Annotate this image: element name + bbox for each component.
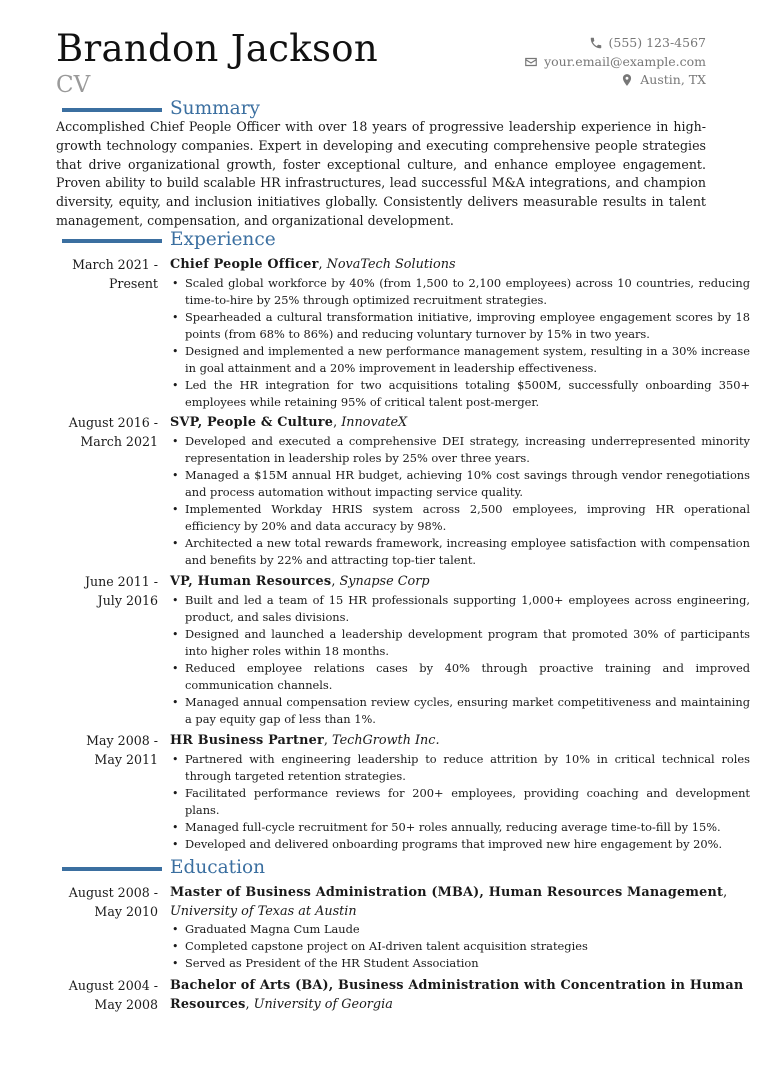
date-start: August 2004 - bbox=[68, 978, 158, 993]
entry-heading: Master of Business Administration (MBA), Human Resources Management, University of Texas at Austin bbox=[170, 885, 728, 919]
candidate-name: Brandon Jackson bbox=[56, 27, 378, 70]
contact-location bbox=[524, 71, 706, 90]
list-item: • Designed and implemented a new performance management system, resulting in a 30% increase in goal attainment and a 20% improvement in leadership effectiveness. bbox=[170, 343, 750, 377]
section-title-summary: Summary bbox=[170, 98, 260, 119]
summary-section-header bbox=[62, 98, 260, 120]
education-section-header bbox=[62, 857, 265, 879]
section-title-experience: Experience bbox=[170, 229, 276, 250]
company-name: Synapse Corp bbox=[339, 574, 430, 589]
entry-heading: VP, Human Resources, Synapse Corp bbox=[170, 574, 430, 589]
list-item: • Spearheaded a cultural transformation initiative, improving employee engagement scores by 18 points (from 68% to 86%) and reducing voluntary turnover by 15% in two years. bbox=[170, 309, 750, 343]
bullet-list bbox=[170, 433, 750, 569]
entry-heading: Chief People Officer, NovaTech Solutions bbox=[170, 257, 456, 272]
list-item: • Facilitated performance reviews for 200+ employees, providing coaching and development plans. bbox=[170, 785, 750, 819]
degree-title: Master of Business Administration (MBA), Human Resources Management bbox=[170, 885, 724, 900]
date-start: August 2016 - bbox=[68, 415, 158, 430]
company-name: TechGrowth Inc. bbox=[332, 733, 440, 748]
list-item: • Graduated Magna Cum Laude bbox=[170, 921, 750, 938]
entry-heading: SVP, People & Culture, InnovateX bbox=[170, 415, 408, 430]
contact-block bbox=[524, 34, 706, 90]
email-text: your.email@example.com bbox=[544, 53, 706, 69]
list-item: • Designed and launched a leadership development program that promoted 30% of participants into higher roles within 18 months. bbox=[170, 626, 750, 660]
job-title: VP, Human Resources bbox=[170, 574, 332, 589]
date-start: May 2008 - bbox=[86, 733, 158, 748]
list-item: • Managed a $15M annual HR budget, achieving 10% cost savings through vendor renegotiations and process automation without impacting service quality. bbox=[170, 467, 750, 501]
list-item: • Implemented Workday HRIS system across 2,500 employees, improving HR operational efficiency by 20% and data accuracy by 98%. bbox=[170, 501, 750, 535]
list-item: • Developed and delivered onboarding programs that improved new hire engagement by 20%. bbox=[170, 836, 750, 853]
list-item: • Architected a new total rewards framework, increasing employee satisfaction with compensation and benefits by 22% and attracting top-tier talent. bbox=[170, 535, 750, 569]
entry-dates bbox=[56, 732, 158, 769]
contact-email[interactable] bbox=[524, 53, 706, 72]
list-item: • Reduced employee relations cases by 40% through proactive training and improved communication channels. bbox=[170, 660, 750, 694]
entry-dates bbox=[56, 256, 158, 293]
bullet-list bbox=[170, 592, 750, 728]
entry-dates bbox=[56, 414, 158, 451]
map-pin-icon bbox=[620, 73, 634, 87]
school-name: University of Texas at Austin bbox=[170, 903, 357, 919]
date-start: June 2011 - bbox=[84, 574, 158, 589]
list-item: • Led the HR integration for two acquisitions totaling $500M, successfully onboarding 350+ employees while retaining 95% of critical talent post-merger. bbox=[170, 377, 750, 411]
list-item: • Built and led a team of 15 HR professionals supporting 1,000+ employees across engineering, product, and sales divisions. bbox=[170, 592, 750, 626]
bullet-list bbox=[170, 921, 750, 972]
phone-text: (555) 123-4567 bbox=[608, 35, 706, 50]
entry-body bbox=[170, 414, 750, 569]
job-title: SVP, People & Culture bbox=[170, 415, 334, 430]
summary-text: Accomplished Chief People Officer with over 18 years of progressive leadership experience in high-growth technology companies. Expert in developing and executing comprehensive people strategies that drive organizational growth, foster exceptional culture, and enhance employee engagement. Proven ability to build scalable HR infrastructures, lead successful M&A integrations, and champion diversity, equity, and inclusion initiatives globally. Consistently delivers measurable results in talent management, compensation, and organizational development. bbox=[56, 119, 706, 228]
entry-body bbox=[170, 732, 750, 853]
entry-heading: Bachelor of Arts (BA), Business Administration with Concentration in Human Resources, University of Georgia bbox=[170, 978, 744, 1012]
section-title-education: Education bbox=[170, 857, 266, 878]
degree-title: Bachelor of Arts (BA), Business Administration with Concentration in Human Resources bbox=[170, 978, 744, 1012]
company-name: NovaTech Solutions bbox=[326, 257, 456, 272]
entry-body bbox=[170, 977, 750, 1014]
section-rule bbox=[62, 867, 162, 871]
list-item: • Completed capstone project on AI-driven talent acquisition strategies bbox=[170, 938, 750, 955]
section-rule bbox=[62, 108, 162, 112]
list-item: • Scaled global workforce by 40% (from 1,500 to 2,100 employees) across 10 countries, reducing time-to-hire by 25% through optimized recruitment strategies. bbox=[170, 275, 750, 309]
envelope-icon bbox=[524, 55, 538, 69]
entry-body bbox=[170, 573, 750, 728]
job-title: HR Business Partner bbox=[170, 733, 324, 748]
document-subtitle: CV bbox=[56, 72, 91, 98]
phone-icon bbox=[589, 36, 603, 50]
date-end: Present bbox=[108, 275, 158, 291]
list-item: • Partnered with engineering leadership to reduce attrition by 10% in critical technical roles through targeted retention strategies. bbox=[170, 751, 750, 785]
list-item: • Managed annual compensation review cycles, ensuring market competitiveness and maintaining a pay equity gap of less than 1%. bbox=[170, 694, 750, 728]
list-item: • Managed full-cycle recruitment for 50+ roles annually, reducing average time-to-fill by 15%. bbox=[170, 819, 750, 836]
bullet-list bbox=[170, 275, 750, 411]
date-start: August 2008 - bbox=[68, 885, 158, 900]
company-name: InnovateX bbox=[341, 415, 408, 430]
entry-dates bbox=[56, 977, 158, 1014]
location-text: Austin, TX bbox=[640, 72, 706, 87]
list-item: • Served as President of the HR Student Association bbox=[170, 955, 750, 972]
school-name: University of Georgia bbox=[253, 996, 393, 1012]
date-end: May 2010 bbox=[94, 903, 158, 919]
date-end: May 2011 bbox=[94, 751, 158, 767]
entry-body bbox=[170, 256, 750, 411]
experience-section-header bbox=[62, 229, 276, 251]
date-start: March 2021 - bbox=[72, 257, 158, 272]
entry-heading: HR Business Partner, TechGrowth Inc. bbox=[170, 733, 440, 748]
entry-dates bbox=[56, 884, 158, 921]
entry-body bbox=[170, 884, 750, 972]
entry-dates bbox=[56, 573, 158, 610]
date-end: July 2016 bbox=[97, 592, 158, 608]
date-end: May 2008 bbox=[94, 996, 158, 1012]
list-item: • Developed and executed a comprehensive DEI strategy, increasing underrepresented minority representation in leadership roles by 25% over three years. bbox=[170, 433, 750, 467]
section-rule bbox=[62, 239, 162, 243]
date-end: March 2021 bbox=[80, 433, 158, 449]
bullet-list bbox=[170, 751, 750, 853]
contact-phone[interactable] bbox=[524, 34, 706, 53]
job-title: Chief People Officer bbox=[170, 257, 319, 272]
